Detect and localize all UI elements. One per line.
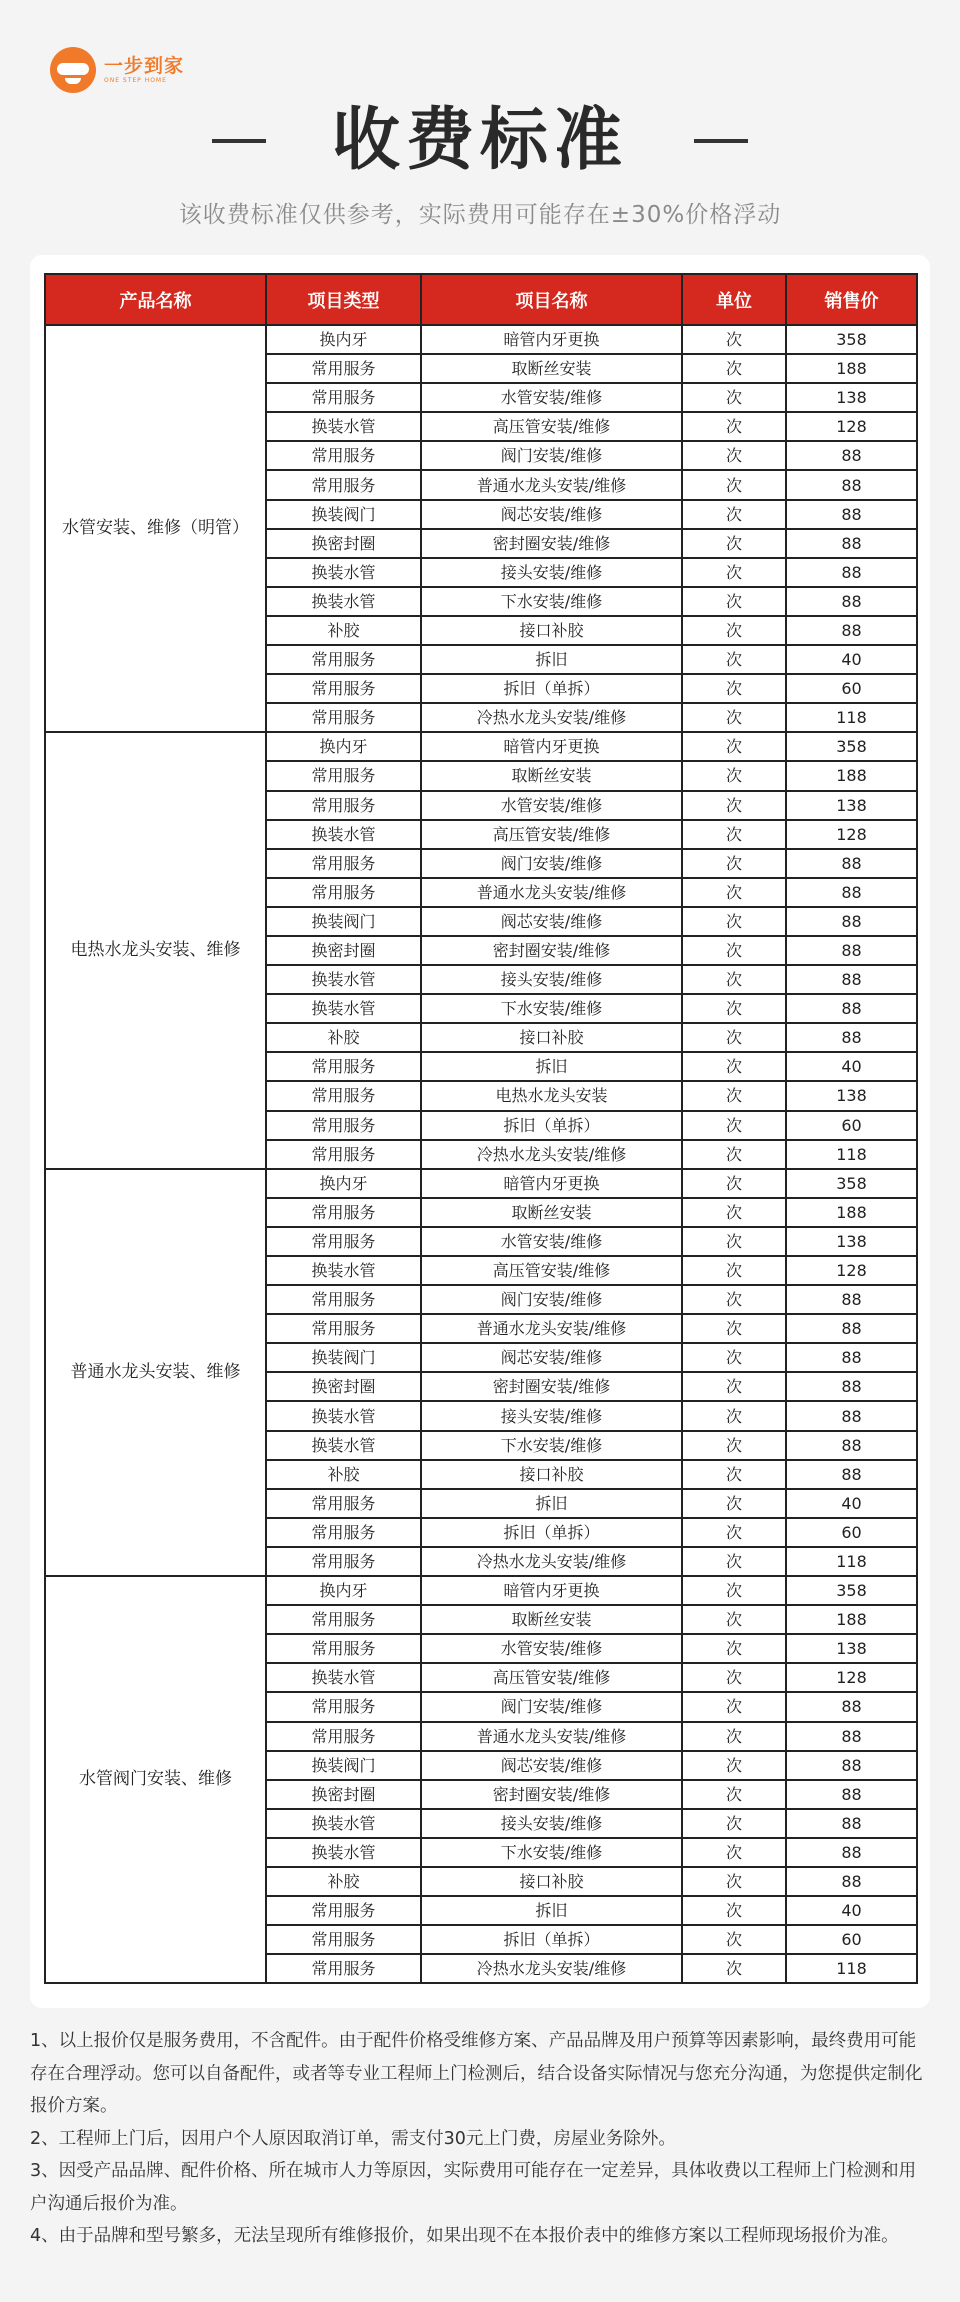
item-name-cell: 普通水龙头安装/维修	[421, 470, 682, 499]
table-row	[45, 1169, 917, 1198]
column-header-item: 项目名称	[421, 274, 682, 325]
item-name-cell: 阀芯安装/维修	[421, 1751, 682, 1780]
item-type-cell: 换装水管	[266, 1838, 421, 1867]
unit-cell: 次	[682, 616, 786, 645]
item-type-cell: 常用服务	[266, 1692, 421, 1721]
price-cell: 88	[786, 965, 917, 994]
item-type-cell: 常用服务	[266, 441, 421, 470]
unit-cell: 次	[682, 994, 786, 1023]
price-cell: 88	[786, 1838, 917, 1867]
item-type-cell: 换装阀门	[266, 907, 421, 936]
item-type-cell: 常用服务	[266, 1198, 421, 1227]
unit-cell: 次	[682, 1140, 786, 1169]
unit-cell: 次	[682, 849, 786, 878]
price-cell: 188	[786, 761, 917, 790]
product-name-cell: 电热水龙头安装、维修	[45, 732, 266, 1168]
price-cell: 118	[786, 1140, 917, 1169]
price-cell: 88	[786, 907, 917, 936]
item-name-cell: 拆旧	[421, 1052, 682, 1081]
unit-cell: 次	[682, 645, 786, 674]
item-name-cell: 普通水龙头安装/维修	[421, 878, 682, 907]
brand-logo	[50, 46, 184, 94]
item-type-cell: 换装水管	[266, 412, 421, 441]
product-name-cell: 水管阀门安装、维修	[45, 1576, 266, 1983]
price-cell: 88	[786, 1460, 917, 1489]
item-type-cell: 常用服务	[266, 1285, 421, 1314]
item-type-cell: 常用服务	[266, 1518, 421, 1547]
unit-cell: 次	[682, 1809, 786, 1838]
item-name-cell: 密封圈安装/维修	[421, 1780, 682, 1809]
item-name-cell: 接口补胶	[421, 1867, 682, 1896]
price-cell: 88	[786, 1722, 917, 1751]
price-cell: 188	[786, 1198, 917, 1227]
price-cell: 88	[786, 1867, 917, 1896]
item-name-cell: 密封圈安装/维修	[421, 1372, 682, 1401]
unit-cell: 次	[682, 820, 786, 849]
item-type-cell: 常用服务	[266, 1489, 421, 1518]
item-type-cell: 常用服务	[266, 1634, 421, 1663]
item-name-cell: 高压管安装/维修	[421, 1256, 682, 1285]
unit-cell: 次	[682, 1925, 786, 1954]
unit-cell: 次	[682, 936, 786, 965]
item-name-cell: 下水安装/维修	[421, 1838, 682, 1867]
item-type-cell: 换密封圈	[266, 936, 421, 965]
unit-cell: 次	[682, 1023, 786, 1052]
item-name-cell: 阀芯安装/维修	[421, 1343, 682, 1372]
column-header-price: 销售价	[786, 274, 917, 325]
monkey-logo-icon	[50, 47, 96, 93]
column-header-product: 产品名称	[45, 274, 266, 325]
page-title: 收费标准	[331, 101, 628, 180]
item-type-cell: 常用服务	[266, 354, 421, 383]
unit-cell: 次	[682, 1227, 786, 1256]
item-name-cell: 拆旧（单拆）	[421, 674, 682, 703]
unit-cell: 次	[682, 412, 786, 441]
unit-cell: 次	[682, 1198, 786, 1227]
column-header-unit: 单位	[682, 274, 786, 325]
item-type-cell: 常用服务	[266, 1081, 421, 1110]
price-cell: 88	[786, 994, 917, 1023]
item-type-cell: 换装水管	[266, 558, 421, 587]
item-name-cell: 接头安装/维修	[421, 1401, 682, 1430]
unit-cell: 次	[682, 791, 786, 820]
unit-cell: 次	[682, 878, 786, 907]
item-type-cell: 换装水管	[266, 1401, 421, 1430]
item-type-cell: 换装水管	[266, 1256, 421, 1285]
item-type-cell: 常用服务	[266, 1052, 421, 1081]
unit-cell: 次	[682, 1431, 786, 1460]
price-cell: 88	[786, 500, 917, 529]
item-name-cell: 水管安装/维修	[421, 1634, 682, 1663]
price-cell: 88	[786, 1023, 917, 1052]
table-row	[45, 1576, 917, 1605]
item-type-cell: 常用服务	[266, 1140, 421, 1169]
note-item: 1、以上报价仅是服务费用，不含配件。由于配件价格受维修方案、产品品牌及用户预算等因素影响，最终费用可能存在合理浮动。您可以自备配件，或者等专业工程师上门检测后，结合设备实际情况与您充分沟通，为您提供定制化报价方案。	[30, 2031, 923, 2116]
unit-cell: 次	[682, 1838, 786, 1867]
item-type-cell: 常用服务	[266, 1111, 421, 1140]
price-cell: 358	[786, 325, 917, 354]
item-name-cell: 下水安装/维修	[421, 1431, 682, 1460]
item-type-cell: 常用服务	[266, 645, 421, 674]
price-cell: 118	[786, 1547, 917, 1576]
price-cell: 138	[786, 383, 917, 412]
unit-cell: 次	[682, 587, 786, 616]
unit-cell: 次	[682, 1634, 786, 1663]
unit-cell: 次	[682, 1489, 786, 1518]
item-type-cell: 常用服务	[266, 1227, 421, 1256]
brand-name-en: ONE STEP HOME	[104, 77, 167, 84]
price-cell: 88	[786, 1692, 917, 1721]
unit-cell: 次	[682, 965, 786, 994]
unit-cell: 次	[682, 1401, 786, 1430]
price-cell: 358	[786, 1576, 917, 1605]
item-name-cell: 拆旧	[421, 1896, 682, 1925]
item-type-cell: 换装阀门	[266, 500, 421, 529]
unit-cell: 次	[682, 383, 786, 412]
item-type-cell: 常用服务	[266, 761, 421, 790]
price-cell: 40	[786, 1052, 917, 1081]
price-cell: 88	[786, 936, 917, 965]
item-type-cell: 常用服务	[266, 1925, 421, 1954]
item-type-cell: 常用服务	[266, 703, 421, 732]
item-name-cell: 接口补胶	[421, 1023, 682, 1052]
price-cell: 88	[786, 441, 917, 470]
item-type-cell: 常用服务	[266, 383, 421, 412]
item-name-cell: 接头安装/维修	[421, 558, 682, 587]
item-type-cell: 补胶	[266, 616, 421, 645]
item-name-cell: 取断丝安装	[421, 354, 682, 383]
unit-cell: 次	[682, 354, 786, 383]
item-type-cell: 换装水管	[266, 1663, 421, 1692]
item-type-cell: 常用服务	[266, 1605, 421, 1634]
price-cell: 138	[786, 791, 917, 820]
unit-cell: 次	[682, 558, 786, 587]
item-type-cell: 换内牙	[266, 1169, 421, 1198]
price-cell: 60	[786, 1518, 917, 1547]
price-cell: 88	[786, 1401, 917, 1430]
table-row	[45, 325, 917, 354]
item-type-cell: 常用服务	[266, 470, 421, 499]
unit-cell: 次	[682, 1343, 786, 1372]
price-cell: 60	[786, 674, 917, 703]
unit-cell: 次	[682, 1081, 786, 1110]
unit-cell: 次	[682, 1605, 786, 1634]
item-name-cell: 电热水龙头安装	[421, 1081, 682, 1110]
unit-cell: 次	[682, 674, 786, 703]
unit-cell: 次	[682, 1780, 786, 1809]
item-name-cell: 高压管安装/维修	[421, 1663, 682, 1692]
unit-cell: 次	[682, 1751, 786, 1780]
item-name-cell: 高压管安装/维修	[421, 412, 682, 441]
item-name-cell: 接口补胶	[421, 616, 682, 645]
item-name-cell: 接头安装/维修	[421, 965, 682, 994]
item-name-cell: 阀门安装/维修	[421, 1692, 682, 1721]
unit-cell: 次	[682, 1692, 786, 1721]
item-name-cell: 暗管内牙更换	[421, 732, 682, 761]
item-type-cell: 补胶	[266, 1460, 421, 1489]
price-cell: 88	[786, 616, 917, 645]
title-dash-left	[212, 139, 266, 143]
item-type-cell: 换装水管	[266, 1809, 421, 1838]
item-name-cell: 阀门安装/维修	[421, 849, 682, 878]
title-row	[0, 96, 960, 186]
price-cell: 138	[786, 1634, 917, 1663]
item-name-cell: 下水安装/维修	[421, 994, 682, 1023]
item-type-cell: 换装阀门	[266, 1751, 421, 1780]
page-subtitle: 该收费标准仅供参考，实际费用可能存在±30%价格浮动	[178, 202, 782, 228]
item-name-cell: 阀芯安装/维修	[421, 500, 682, 529]
brand-wordmark	[104, 55, 184, 85]
unit-cell: 次	[682, 761, 786, 790]
unit-cell: 次	[682, 529, 786, 558]
unit-cell: 次	[682, 470, 786, 499]
item-name-cell: 暗管内牙更换	[421, 1169, 682, 1198]
item-name-cell: 冷热水龙头安装/维修	[421, 1954, 682, 1983]
price-table-header	[45, 274, 917, 325]
item-name-cell: 拆旧（单拆）	[421, 1925, 682, 1954]
price-cell: 88	[786, 1343, 917, 1372]
item-name-cell: 取断丝安装	[421, 761, 682, 790]
item-name-cell: 密封圈安装/维修	[421, 936, 682, 965]
table-row	[45, 732, 917, 761]
item-type-cell: 换装水管	[266, 965, 421, 994]
brand-name-cn: 一步到家	[104, 55, 185, 77]
unit-cell: 次	[682, 1372, 786, 1401]
item-name-cell: 普通水龙头安装/维修	[421, 1314, 682, 1343]
item-name-cell: 拆旧	[421, 1489, 682, 1518]
price-cell: 188	[786, 354, 917, 383]
price-cell: 188	[786, 1605, 917, 1634]
unit-cell: 次	[682, 1111, 786, 1140]
product-name-cell: 普通水龙头安装、维修	[45, 1169, 266, 1576]
item-name-cell: 拆旧（单拆）	[421, 1111, 682, 1140]
item-name-cell: 冷热水龙头安装/维修	[421, 1140, 682, 1169]
item-type-cell: 换装阀门	[266, 1343, 421, 1372]
item-name-cell: 冷热水龙头安装/维修	[421, 703, 682, 732]
unit-cell: 次	[682, 1896, 786, 1925]
item-name-cell: 拆旧	[421, 645, 682, 674]
notes-section	[30, 2025, 930, 2253]
item-type-cell: 换装水管	[266, 587, 421, 616]
unit-cell: 次	[682, 1518, 786, 1547]
unit-cell: 次	[682, 1314, 786, 1343]
price-cell: 128	[786, 1256, 917, 1285]
item-type-cell: 换内牙	[266, 325, 421, 354]
item-name-cell: 暗管内牙更换	[421, 1576, 682, 1605]
item-name-cell: 下水安装/维修	[421, 587, 682, 616]
unit-cell: 次	[682, 907, 786, 936]
price-cell: 118	[786, 1954, 917, 1983]
item-type-cell: 常用服务	[266, 674, 421, 703]
item-type-cell: 常用服务	[266, 878, 421, 907]
price-table	[44, 273, 918, 1984]
unit-cell: 次	[682, 732, 786, 761]
price-cell: 88	[786, 1431, 917, 1460]
price-cell: 88	[786, 529, 917, 558]
item-name-cell: 水管安装/维修	[421, 383, 682, 412]
item-type-cell: 常用服务	[266, 1547, 421, 1576]
price-cell: 128	[786, 412, 917, 441]
note-item: 3、因受产品品牌、配件价格、所在城市人力等原因，实际费用可能存在一定差异，具体收费以工程师上门检测和用户沟通后报价为准。	[30, 2161, 917, 2214]
price-cell: 40	[786, 1896, 917, 1925]
item-type-cell: 换装水管	[266, 994, 421, 1023]
price-cell: 60	[786, 1111, 917, 1140]
unit-cell: 次	[682, 1460, 786, 1489]
price-cell: 138	[786, 1227, 917, 1256]
price-cell: 88	[786, 1780, 917, 1809]
item-type-cell: 换内牙	[266, 732, 421, 761]
item-name-cell: 接头安装/维修	[421, 1809, 682, 1838]
item-type-cell: 常用服务	[266, 1722, 421, 1751]
product-name-cell: 水管安装、维修（明管）	[45, 325, 266, 732]
item-name-cell: 密封圈安装/维修	[421, 529, 682, 558]
unit-cell: 次	[682, 1547, 786, 1576]
price-table-body	[45, 325, 917, 1983]
column-header-type: 项目类型	[266, 274, 421, 325]
price-cell: 88	[786, 1314, 917, 1343]
item-name-cell: 高压管安装/维修	[421, 820, 682, 849]
note-item: 4、由于品牌和型号繁多，无法呈现所有维修报价，如果出现不在本报价表中的维修方案以工程师现场报价为准。	[30, 2226, 899, 2246]
price-cell: 88	[786, 878, 917, 907]
unit-cell: 次	[682, 1169, 786, 1198]
item-type-cell: 常用服务	[266, 1314, 421, 1343]
note-item: 2、工程师上门后，因用户个人原因取消订单，需支付30元上门费，房屋业务除外。	[30, 2128, 676, 2149]
item-type-cell: 换密封圈	[266, 529, 421, 558]
price-cell: 118	[786, 703, 917, 732]
unit-cell: 次	[682, 1867, 786, 1896]
item-name-cell: 冷热水龙头安装/维修	[421, 1547, 682, 1576]
price-cell: 88	[786, 1285, 917, 1314]
item-name-cell: 阀芯安装/维修	[421, 907, 682, 936]
unit-cell: 次	[682, 703, 786, 732]
item-name-cell: 阀门安装/维修	[421, 441, 682, 470]
item-type-cell: 常用服务	[266, 849, 421, 878]
price-cell: 128	[786, 820, 917, 849]
price-cell: 138	[786, 1081, 917, 1110]
price-cell: 88	[786, 1372, 917, 1401]
item-type-cell: 常用服务	[266, 791, 421, 820]
price-cell: 88	[786, 470, 917, 499]
price-cell: 88	[786, 587, 917, 616]
item-type-cell: 补胶	[266, 1023, 421, 1052]
unit-cell: 次	[682, 325, 786, 354]
price-cell: 40	[786, 645, 917, 674]
item-type-cell: 常用服务	[266, 1954, 421, 1983]
item-type-cell: 换内牙	[266, 1576, 421, 1605]
price-cell: 88	[786, 1809, 917, 1838]
unit-cell: 次	[682, 1663, 786, 1692]
unit-cell: 次	[682, 1052, 786, 1081]
unit-cell: 次	[682, 500, 786, 529]
unit-cell: 次	[682, 1576, 786, 1605]
unit-cell: 次	[682, 1285, 786, 1314]
item-type-cell: 补胶	[266, 1867, 421, 1896]
unit-cell: 次	[682, 1256, 786, 1285]
item-name-cell: 取断丝安装	[421, 1198, 682, 1227]
item-type-cell: 换密封圈	[266, 1780, 421, 1809]
item-name-cell: 水管安装/维修	[421, 791, 682, 820]
unit-cell: 次	[682, 1722, 786, 1751]
price-cell: 358	[786, 732, 917, 761]
price-cell: 128	[786, 1663, 917, 1692]
item-name-cell: 接口补胶	[421, 1460, 682, 1489]
price-cell: 60	[786, 1925, 917, 1954]
item-name-cell: 拆旧（单拆）	[421, 1518, 682, 1547]
price-cell: 358	[786, 1169, 917, 1198]
item-name-cell: 取断丝安装	[421, 1605, 682, 1634]
item-type-cell: 换装水管	[266, 1431, 421, 1460]
unit-cell: 次	[682, 441, 786, 470]
item-name-cell: 水管安装/维修	[421, 1227, 682, 1256]
title-dash-right	[694, 139, 748, 143]
price-cell: 88	[786, 849, 917, 878]
price-cell: 40	[786, 1489, 917, 1518]
item-type-cell: 常用服务	[266, 1896, 421, 1925]
price-cell: 88	[786, 558, 917, 587]
item-type-cell: 换装水管	[266, 820, 421, 849]
item-type-cell: 换密封圈	[266, 1372, 421, 1401]
item-name-cell: 暗管内牙更换	[421, 325, 682, 354]
item-name-cell: 普通水龙头安装/维修	[421, 1722, 682, 1751]
price-cell: 88	[786, 1751, 917, 1780]
header-row	[45, 274, 917, 325]
item-name-cell: 阀门安装/维修	[421, 1285, 682, 1314]
unit-cell: 次	[682, 1954, 786, 1983]
